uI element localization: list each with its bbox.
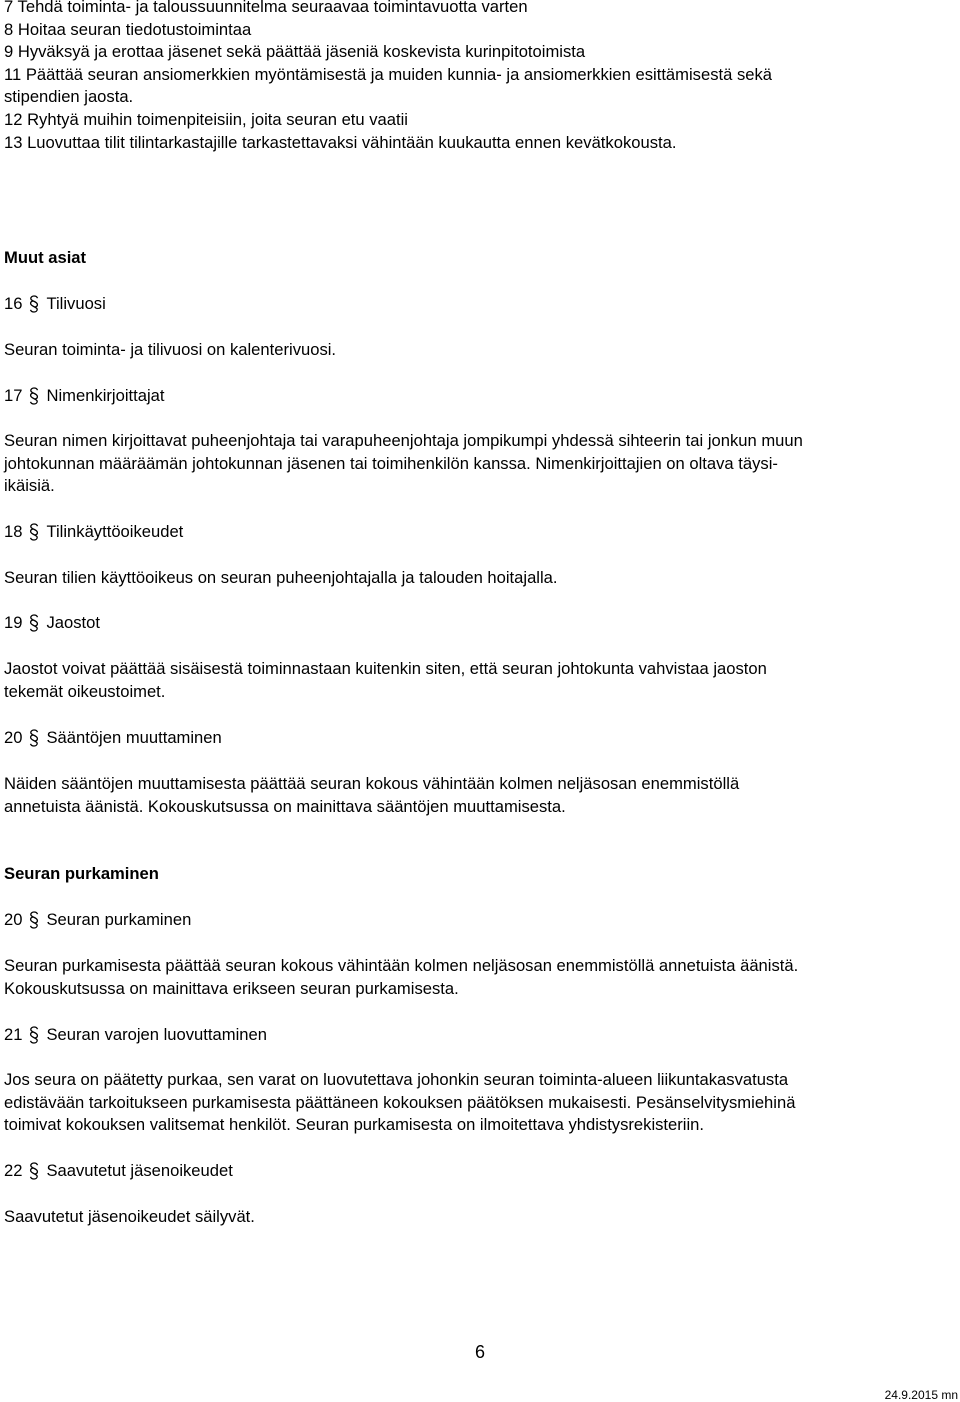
text-line: toimivat kokouksen valitsemat henkilöt. Seuran purkamisesta on ilmoitettava yhdistysrekisteriin.	[4, 1115, 705, 1135]
section-name: Tilivuosi	[46, 294, 106, 313]
section-number: 19	[4, 613, 23, 632]
list-item: stipendien jaosta.	[4, 87, 134, 107]
list-item: 13 Luovuttaa tilit tilintarkastajille tarkastettavaksi vähintään kuukautta ennen kevätkokousta.	[4, 132, 677, 152]
text-line: ikäisiä.	[4, 476, 55, 496]
section-name: Saavutetut jäsenoikeudet	[46, 1161, 233, 1180]
section-name: Seuran varojen luovuttaminen	[46, 1025, 267, 1044]
section-heading-muut-asiat: Muut asiat	[4, 248, 87, 267]
section-19-title	[4, 612, 100, 635]
section-18-title	[4, 521, 183, 544]
section-number: 20	[4, 728, 23, 747]
section-17-text	[4, 430, 803, 498]
section-name: Tilinkäyttöoikeudet	[46, 522, 184, 541]
section-18-text: Seuran tilien käyttöoikeus on seuran puheenjohtajalla ja talouden hoitajalla.	[4, 568, 558, 587]
section-name: Jaostot	[46, 613, 100, 632]
text-line: Jos seura on päätetty purkaa, sen varat on luovutettava johonkin seuran toiminta-alueen liikuntakasvatusta	[4, 1070, 789, 1089]
section-sign-icon	[28, 729, 40, 747]
section-20b-text	[4, 955, 798, 1000]
section-number: 18	[4, 522, 23, 541]
text-line: tekemät oikeustoimet.	[4, 681, 166, 701]
section-22-title	[4, 1160, 233, 1183]
section-sign-icon	[28, 295, 40, 313]
text-line: Seuran purkamisesta päättää seuran kokous vähintään kolmen neljäsosan enemmistöllä annetuista äänistä.	[4, 956, 799, 975]
section-number: 16	[4, 294, 23, 313]
section-number: 21	[4, 1025, 23, 1044]
section-sign-icon	[28, 614, 40, 632]
section-name: Nimenkirjoittajat	[46, 386, 165, 405]
section-20-title	[4, 727, 222, 750]
section-16-text: Seuran toiminta- ja tilivuosi on kalenterivuosi.	[4, 340, 337, 359]
text-line: johtokunnan määräämän johtokunnan jäsenen tai toimihenkilön kanssa. Nimenkirjoittajien on oltava täysi-	[4, 453, 778, 473]
section-22-text: Saavutetut jäsenoikeudet säilyvät.	[4, 1207, 255, 1226]
section-name: Seuran purkaminen	[46, 910, 192, 929]
page-number: 6	[474, 1342, 485, 1362]
section-number: 22	[4, 1161, 23, 1180]
section-name: Sääntöjen muuttaminen	[46, 728, 222, 747]
text-line: annetuista äänistä. Kokouskutsussa on mainittava sääntöjen muuttamisesta.	[4, 796, 566, 816]
list-item: 8 Hoitaa seuran tiedotustoimintaa	[4, 19, 252, 39]
duties-list	[4, 0, 772, 154]
text-line: Kokouskutsussa on mainittava erikseen seuran purkamisesta.	[4, 978, 459, 998]
text-line: Jaostot voivat päättää sisäisestä toiminnastaan kuitenkin siten, että seuran johtokunta vahvistaa jaoston	[4, 659, 767, 678]
list-item: 7 Tehdä toiminta- ja taloussuunnitelma seuraavaa toimintavuotta varten	[4, 0, 528, 16]
text-line: Seuran nimen kirjoittavat puheenjohtaja tai varapuheenjohtaja jompikumpi yhdessä sihteerin tai jonkun muun	[4, 431, 803, 450]
section-sign-icon	[28, 911, 40, 929]
section-20-text	[4, 773, 739, 818]
section-21-title	[4, 1024, 267, 1047]
list-item: 12 Ryhtyä muihin toimenpiteisiin, joita seuran etu vaatii	[4, 109, 408, 129]
section-number: 20	[4, 910, 23, 929]
section-heading-purkaminen: Seuran purkaminen	[4, 864, 159, 883]
list-item: 9 Hyväksyä ja erottaa jäsenet sekä päättää jäseniä koskevista kurinpitotoimista	[4, 42, 586, 62]
section-sign-icon	[28, 387, 40, 405]
section-16-title	[4, 293, 106, 316]
text-line: edistävään tarkoitukseen purkamisesta päättäneen kokouksen päätöksen mukaisesti. Pesänselvitysmiehinä	[4, 1092, 796, 1112]
list-item: 11 Päättää seuran ansiomerkkien myöntämisestä ja muiden kunnia- ja ansiomerkkien esittämisestä sekä	[4, 64, 772, 84]
section-sign-icon	[28, 1162, 40, 1180]
text-line: Näiden sääntöjen muuttamisesta päättää seuran kokous vähintään kolmen neljäsosan enemmistöllä	[4, 774, 740, 793]
section-number: 17	[4, 386, 23, 405]
section-21-text	[4, 1069, 795, 1137]
section-sign-icon	[28, 523, 40, 541]
section-19-text	[4, 658, 767, 703]
section-sign-icon	[28, 1026, 40, 1044]
footer-date: 24.9.2015 mn	[884, 1388, 958, 1402]
section-20b-title	[4, 909, 191, 932]
section-17-title	[4, 385, 165, 408]
